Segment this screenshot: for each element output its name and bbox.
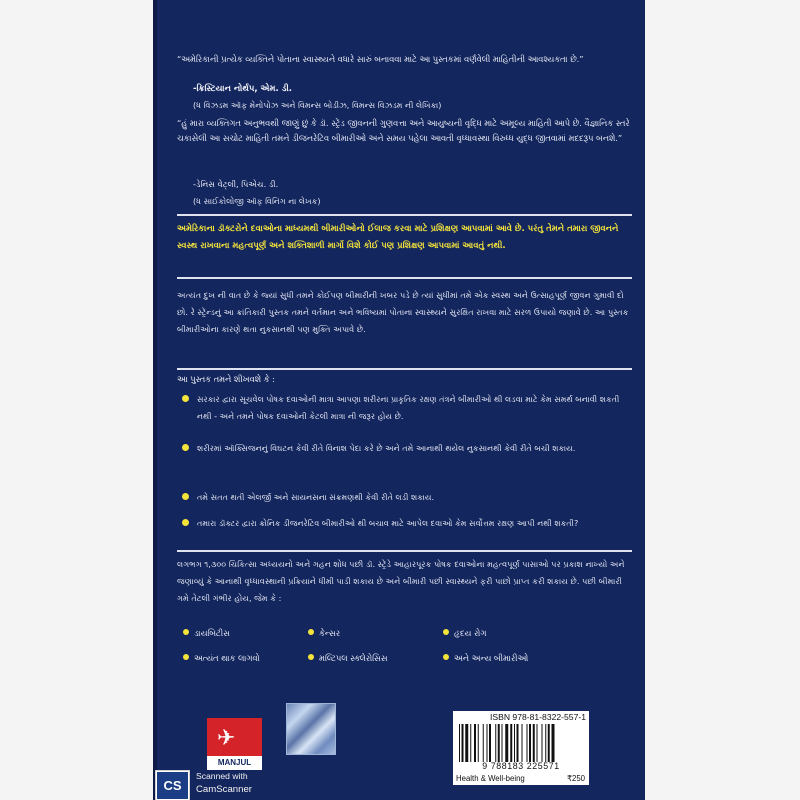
bullet-dot-icon [308, 654, 314, 660]
bullet-dot-icon [182, 395, 189, 402]
bullet-text: શરીરમાં ઑક્સિજનનું વિઘટન કેવી રીતે વિનાશ પેદા કરે છે અને તમે આનાથી થયેલ નુકસાનથી કેવી રીતે બચી શકાય. [197, 443, 576, 453]
watermark-line-2: CamScanner [196, 784, 252, 795]
learn-bullet [197, 515, 633, 532]
disease-item: મલ્ટિપલ સ્ક્લેરોસિસ [308, 653, 387, 664]
disease-item: કેન્સર [308, 628, 340, 639]
bullet-dot-icon [182, 519, 189, 526]
disease-item: હૃદય રોગ [443, 628, 486, 639]
camscanner-logo-text: CS [157, 772, 188, 799]
disease-item: ડાયબિટીસ [183, 628, 230, 639]
disease-item: અને અન્ય બીમારીઓ [443, 653, 528, 664]
book-price: ₹250 [567, 774, 585, 783]
quote-1-text: “અમેરિકાની પ્રત્યેક વ્યક્તિને પોતાના સ્વાસ્થ્યને વધારે સારું બનાવવા માટે આ પુસ્તકમાં વર્ણવેલી માહિતીની આવશ્યકતા છે.” [177, 54, 584, 64]
barcode [459, 724, 585, 762]
publisher-name: MANJUL [217, 758, 252, 767]
highlight-statement: અમેરિકાના ડૉક્ટરોને દવાઓના માધ્યમથી બીમારીઓનો ઈલાજ કરવા માટે પ્રશિક્ષણ આપવામાં આવે છે. પરંતુ તેમને તમારા જીવનને સ્વસ્થ રાખવાના મહત્વપૂર્ણ અને શક્તિશાળી માર્ગો વિશે કોઈ પણ પ્રશિક્ષણ આપવામાં આવતું નથી. [177, 224, 619, 251]
isbn-box [453, 711, 589, 785]
crane-icon: ✈ [217, 726, 236, 751]
research-paragraph: લગભગ ૧,૩૦૦ ચિકિત્સા અધ્યયનો અને ગહન શોધ પછી ડૉ. સ્ટ્રેંડે આહારપૂરક પોષક દવાઓના મહત્વપૂર્ણ પાસાઓ પર પ્રકાશ નાખ્યો અને જણાવ્યું કે આનાથી વૃધ્ધાવસ્થાની પ્રક્રિયાને ધીમી પાડી શકાય છે અને બીમારી પછી સ્વાસ્થ્યને ફરી પાછો પ્રાપ્ત કરી શકાય છે. પછી બીમારી ગમે તેટલી ગંભીર હોય, જેમ કે : [177, 559, 625, 603]
cover-spine-edge [153, 0, 157, 800]
bullet-text: તમે સતત થતી એલર્જી અને સાયનસના સંક્રમણથી કેવી રીતે લડી શકાય. [197, 492, 435, 502]
barcode-number: 9 788183 225571 [482, 761, 560, 771]
quote-2-author: -ડેનિસ વેટ્લી, પિએચ. ડી. [193, 179, 279, 189]
bullet-text: સરકાર દ્વારા સૂચવેલ પોષક દવાઓની માત્રા આપણા શરીરના પ્રાકૃતિક રક્ષણ તંત્રને બીમારીઓ થી લડવા માટે કેમ સમર્થ બનાવી શકતી નથી - અને તમને પોષક દવાઓની કેટલી માત્રા ની જરૂર હોય છે. [197, 394, 620, 421]
bullet-dot-icon [308, 629, 314, 635]
bullet-text: તમારા ડૉક્ટર દ્વારા ક્રોનિક ડીજનરેટિવ બીમારીઓ થી બચાવ માટે આપેલ દવાઓ કેમ સર્વોત્તમ રક્ષણ આપી નથી શકતી? [197, 518, 579, 528]
hologram-sticker [286, 703, 336, 755]
isbn-label: ISBN 978-81-8322-557-1 [489, 712, 586, 722]
learn-intro: આ પુસ્તક તમને શીખવશે કે : [177, 374, 275, 384]
learn-bullet [197, 440, 633, 457]
watermark-line-1: Scanned with [196, 771, 248, 781]
divider-line [177, 368, 632, 370]
bullet-dot-icon [183, 654, 189, 660]
bullet-dot-icon [443, 629, 449, 635]
book-back-cover [153, 0, 645, 800]
divider-line [177, 277, 632, 279]
bullet-dot-icon [182, 444, 189, 451]
bullet-dot-icon [443, 654, 449, 660]
disease-item: અત્યંત થાક લાગવો [183, 653, 260, 664]
quote-1-credential: (ધ વિઝડમ ઑફ મેનોપોઝ અને વિમન્સ બોડીઝ, વિમન્સ વિઝડમ ની લેખિકા) [193, 100, 442, 110]
divider-line [177, 214, 632, 216]
book-category: Health & Well-being [456, 774, 525, 783]
bullet-dot-icon [183, 629, 189, 635]
description-paragraph: અત્યંત દુખ ની વાત છે કે જ્યાં સુધી તમને કોઈપણ બીમારીની ખબર પડે છે ત્યાં સુધીમાં તમે એક સ્વસ્થ અને ઉત્સાહપૂર્ણ જીવન ગુમાવી દો છો. રે સ્ટ્રેંન્ડનું આ ક્રાંતિકારી પુસ્તક તમને વર્તમાન અને ભવિષ્યમાં પોતાના સ્વાસ્થ્યને સુરક્ષિત રાખવા માટે સરળ ઉપાયો જણાવે છે. આ પુસ્તક બીમારીઓના કારણે થતા નુકસાનથી પણ મુક્તિ અપાવે છે. [177, 290, 629, 334]
quote-2-credential: (ધ સાઈકોલોજી ઑફ વિનિંગ ના લેખક) [193, 196, 321, 206]
learn-bullet [197, 391, 633, 425]
learn-bullet [197, 489, 633, 506]
publisher-logo [207, 718, 262, 770]
bullet-dot-icon [182, 493, 189, 500]
quote-2-text: “હું મારા વ્યક્તિગત અનુભવથી જાણું છું કે ડૉ. સ્ટ્રેંડ જીવનની ગુણવત્તા અને આયુષ્યની વૃદ્ધિ માટે અમૂલ્ય માહિતી આપે છે. વૈજ્ઞાનિક સ્તરે ચકાસેલી આ સચોટ માહિતી તમને ડીજનરેટિવ બીમારીઓ અને સમય પહેલા આવતી વૃધ્ધાવસ્થા વિરુધ્ધ યુદ્ધ જીતવામાં મદદરૂપ બનશે.” [177, 118, 630, 143]
quote-1-author: -ક્રિસ્ટિયાન નોર્થપ, એમ. ડી. [193, 84, 293, 94]
camscanner-logo [155, 770, 190, 800]
divider-line [177, 550, 632, 552]
